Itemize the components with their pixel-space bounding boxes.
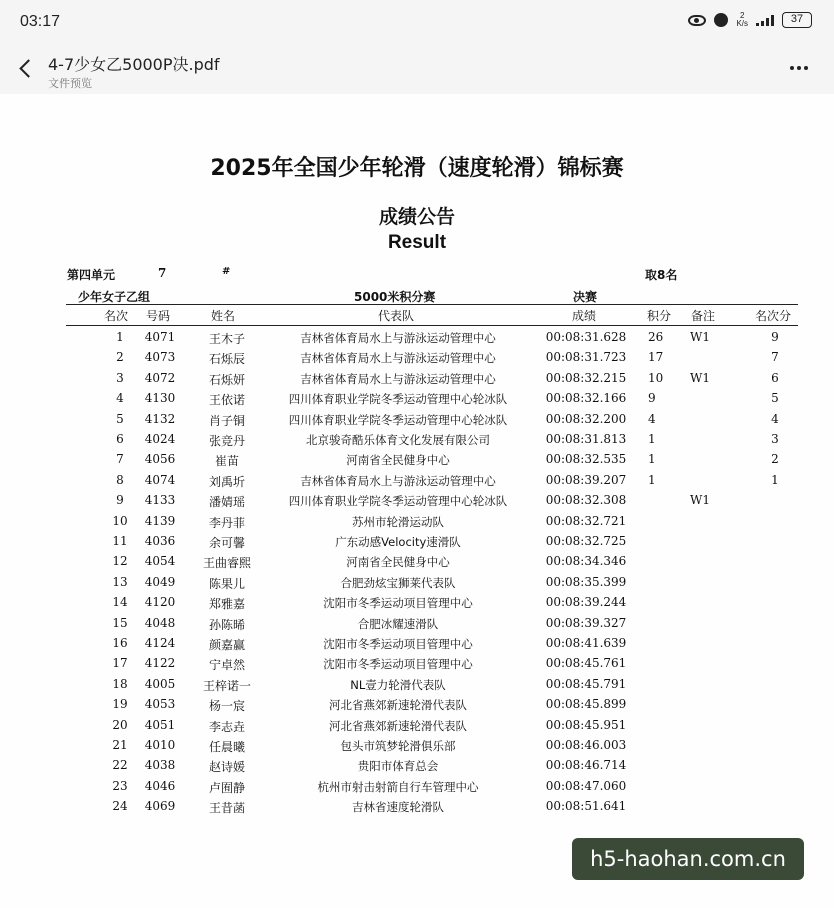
cell-team: NL壹力轮滑代表队: [350, 677, 446, 692]
cell-rank: 23: [112, 778, 128, 793]
pdf-page[interactable]: [0, 94, 834, 908]
unit-mark: #: [222, 266, 231, 277]
table-row: [0, 636, 834, 656]
cell-number: 4053: [144, 697, 176, 712]
cell-rank: 2: [116, 350, 124, 365]
cell-team: 吉林省速度轮滑队: [352, 800, 444, 815]
cell-name: 陈果儿: [208, 576, 245, 591]
cell-number: 4122: [144, 656, 176, 671]
cell-name: 颜嘉赢: [208, 638, 245, 652]
watermark: h5-haohan.com.cn: [572, 838, 804, 880]
cell-name: 刘禹圻: [208, 474, 245, 489]
cell-rank-points: 1: [771, 472, 779, 487]
net-speed-value: 2: [739, 11, 745, 20]
cell-number: 4124: [144, 636, 176, 650]
cell-rank: 3: [116, 370, 124, 385]
table-row: [0, 575, 834, 595]
cell-rank: 19: [112, 697, 128, 712]
cell-number: 4072: [144, 370, 176, 385]
cell-number: 4038: [144, 758, 176, 773]
cell-team: 四川体育职业学院冬季运动管理中心轮冰队: [288, 412, 508, 427]
cell-number: 4010: [144, 738, 176, 752]
cell-result: 00:08:45.899: [545, 697, 627, 712]
document-title: 2025年全国少年轮滑（速度轮滑）锦标赛: [210, 156, 624, 181]
cell-rank: 21: [112, 738, 128, 752]
table-row: [0, 432, 834, 452]
cell-name: 肖子铜: [208, 413, 245, 428]
cell-points: 4: [648, 411, 656, 426]
cell-name: 王梓诺一: [202, 678, 251, 693]
cell-result: 00:08:46.714: [545, 758, 627, 773]
cell-name: 王木子: [208, 332, 245, 346]
cell-rank-points: 9: [771, 330, 779, 344]
cell-name: 余可馨: [208, 536, 245, 550]
cell-number: 4071: [144, 330, 176, 344]
back-icon[interactable]: [19, 59, 37, 77]
cell-number: 4049: [144, 574, 176, 589]
eye-icon: [688, 15, 706, 26]
cell-rank: 5: [116, 411, 124, 426]
table-row: [0, 330, 834, 350]
table-row: [0, 677, 834, 697]
cell-note: W1: [690, 370, 710, 385]
cell-result: 00:08:41.639: [545, 636, 627, 650]
cell-rank-points: 6: [771, 370, 779, 385]
cell-number: 4074: [144, 472, 176, 487]
cell-result: 00:08:32.535: [545, 452, 627, 467]
table-row: [0, 554, 834, 574]
table-row: [0, 493, 834, 513]
take-count: 取8名: [645, 268, 678, 282]
table-row: [0, 799, 834, 819]
cell-result: 00:08:39.244: [545, 595, 627, 610]
col-rank-points: 名次分: [755, 309, 792, 323]
cell-rank: 22: [112, 758, 128, 773]
cell-name: 李志垚: [208, 719, 245, 734]
col-points: 积分: [647, 309, 672, 323]
cell-team: 沈阳市冬季运动项目管理中心: [323, 657, 473, 672]
cell-name: 宁卓然: [208, 658, 245, 673]
cell-number: 4069: [144, 799, 176, 814]
cell-rank: 9: [116, 493, 124, 508]
cell-rank: 17: [112, 656, 128, 671]
col-number: 号码: [146, 309, 171, 323]
cell-result: 00:08:39.207: [545, 472, 627, 487]
cell-number: 4139: [144, 513, 176, 528]
cell-result: 00:08:34.346: [545, 554, 627, 569]
cell-rank-points: 2: [771, 452, 779, 467]
cell-points: 26: [648, 330, 664, 344]
cell-result: 00:08:31.723: [545, 350, 627, 365]
table-row: [0, 718, 834, 738]
table-row: [0, 412, 834, 432]
cell-rank: 6: [116, 432, 124, 446]
cell-result: 00:08:46.003: [545, 738, 627, 752]
cell-name: 张竞丹: [208, 434, 245, 448]
cell-result: 00:08:32.166: [545, 391, 627, 406]
status-icons: [688, 12, 812, 28]
cell-rank-points: 4: [771, 411, 779, 426]
header-rule-bottom: [66, 325, 798, 326]
table-row: [0, 371, 834, 391]
cell-name: 郑雅嘉: [208, 597, 245, 612]
cell-team: 河南省全民健身中心: [346, 453, 450, 468]
event-label: 5000米积分赛: [354, 290, 436, 304]
cell-rank: 14: [112, 595, 128, 610]
cell-team: 沈阳市冬季运动项目管理中心: [323, 596, 473, 611]
cell-name: 王曲睿熙: [202, 556, 251, 571]
cell-rank: 4: [116, 391, 124, 406]
cell-name: 任晨曦: [208, 740, 245, 754]
cell-number: 4073: [144, 350, 176, 365]
cell-result: 00:08:32.725: [545, 534, 627, 548]
cell-rank-points: 3: [771, 432, 779, 446]
cell-rank: 1: [116, 330, 124, 344]
col-team: 代表队: [378, 309, 415, 323]
cell-team: 杭州市射击射箭自行车管理中心: [317, 779, 479, 794]
net-speed-unit: K/s: [736, 19, 748, 28]
cell-number: 4005: [144, 676, 176, 691]
table-row: [0, 514, 834, 534]
cell-points: 17: [648, 350, 664, 365]
cell-rank: 20: [112, 717, 128, 732]
file-title: 4-7少女乙5000P决.pdf: [48, 55, 220, 74]
status-bar: [0, 0, 834, 44]
cell-result: 00:08:39.327: [545, 615, 627, 630]
cell-number: 4120: [144, 595, 176, 610]
cell-rank: 24: [112, 799, 128, 814]
phase-label: 决赛: [573, 290, 598, 304]
signal-icon: [756, 14, 774, 26]
cell-number: 4056: [144, 452, 176, 467]
table-row: [0, 534, 834, 554]
header-rule-top: [66, 304, 798, 305]
cell-result: 00:08:32.215: [545, 370, 627, 385]
cell-points: 1: [648, 472, 656, 487]
cell-team: 北京骏奇酷乐体育文化发展有限公司: [306, 433, 490, 447]
cell-rank: 13: [112, 574, 128, 589]
table-row: [0, 452, 834, 472]
cell-rank: 10: [112, 513, 128, 528]
table-row: [0, 656, 834, 676]
table-row: [0, 697, 834, 717]
cell-team: 河北省燕郊新速轮滑代表队: [329, 698, 467, 713]
cell-points: 1: [648, 452, 656, 467]
cell-name: 石烁辰: [208, 352, 245, 367]
cell-team: 吉林省体育局水上与游泳运动管理中心: [300, 351, 496, 366]
document-subtitle-en: Result: [387, 232, 447, 253]
cell-team: 吉林省体育局水上与游泳运动管理中心: [300, 473, 496, 488]
cell-team: 沈阳市冬季运动项目管理中心: [323, 637, 473, 651]
cell-rank: 8: [116, 472, 124, 487]
table-row: [0, 616, 834, 636]
cell-name: 石烁妍: [208, 372, 245, 387]
cell-rank: 12: [112, 554, 128, 569]
cell-team: 河北省燕郊新速轮滑代表队: [329, 718, 467, 733]
col-rank: 名次: [104, 309, 129, 323]
cell-team: 河南省全民健身中心: [346, 555, 450, 570]
cell-team: 合肥冰耀速滑队: [357, 616, 439, 631]
cell-points: 9: [648, 391, 656, 406]
file-subtitle: 文件预览: [48, 77, 92, 90]
cell-number: 4036: [144, 534, 176, 548]
cell-rank: 11: [112, 534, 128, 548]
cell-name: 孙陈晞: [208, 617, 245, 632]
cell-team: 包头市筑梦轮滑俱乐部: [340, 739, 456, 753]
cell-result: 00:08:31.813: [545, 432, 627, 446]
cell-team: 四川体育职业学院冬季运动管理中心轮冰队: [288, 494, 508, 509]
more-options-icon[interactable]: [790, 66, 808, 70]
battery-icon: 37: [782, 12, 812, 28]
cell-number: 4130: [144, 391, 176, 406]
cell-rank-points: 7: [771, 350, 779, 365]
cell-team: 吉林省体育局水上与游泳运动管理中心: [300, 371, 496, 386]
cell-number: 4132: [144, 411, 176, 426]
unit-number: 7: [158, 266, 167, 280]
cell-result: 00:08:47.060: [545, 778, 627, 793]
cell-team: 吉林省体育局水上与游泳运动管理中心: [300, 331, 496, 345]
cell-name: 崔苗: [214, 454, 239, 469]
cell-name: 王依诺: [208, 393, 245, 408]
table-row: [0, 350, 834, 370]
cell-rank: 16: [112, 636, 128, 650]
cell-number: 4046: [144, 778, 176, 793]
net-speed-indicator: [736, 12, 748, 28]
cell-rank-points: 5: [771, 391, 779, 406]
table-row: [0, 391, 834, 411]
cell-result: 00:08:35.399: [545, 574, 627, 589]
table-row: [0, 779, 834, 799]
table-row: [0, 758, 834, 778]
cell-number: 4133: [144, 493, 176, 508]
cell-team: 广东动感Velocity速滑队: [335, 535, 461, 549]
app-header: [0, 44, 834, 94]
col-result: 成绩: [572, 309, 597, 323]
cell-result: 00:08:45.761: [545, 656, 627, 671]
cell-name: 赵诗媛: [208, 760, 245, 775]
cell-number: 4048: [144, 615, 176, 630]
cell-team: 贵阳市体育总会: [357, 759, 439, 774]
cell-name: 杨一宸: [208, 699, 245, 714]
table-row: [0, 595, 834, 615]
cell-team: 四川体育职业学院冬季运动管理中心轮冰队: [288, 392, 508, 407]
cell-name: 潘婧瑶: [208, 495, 245, 510]
cell-number: 4024: [144, 432, 176, 446]
group-label: 少年女子乙组: [78, 290, 151, 304]
table-row: [0, 473, 834, 493]
col-note: 备注: [691, 309, 716, 323]
cell-result: 00:08:32.308: [545, 493, 627, 508]
cell-result: 00:08:32.721: [545, 513, 627, 528]
table-row: [0, 738, 834, 758]
cell-result: 00:08:51.641: [545, 799, 627, 814]
cell-number: 4051: [144, 717, 176, 732]
col-name: 姓名: [211, 309, 236, 323]
cell-result: 00:08:32.200: [545, 411, 627, 426]
document-subtitle: 成绩公告: [378, 206, 455, 228]
cell-rank: 18: [112, 676, 128, 691]
cell-team: 苏州市轮滑运动队: [352, 514, 444, 529]
cell-rank: 15: [112, 615, 128, 630]
cell-note: W1: [690, 330, 710, 344]
cell-result: 00:08:45.791: [545, 676, 627, 691]
status-time: 03:17: [20, 13, 61, 30]
cell-rank: 7: [116, 452, 124, 467]
cell-result: 00:08:45.951: [545, 717, 627, 732]
cell-points: 10: [648, 370, 664, 385]
cell-name: 王昔菡: [208, 801, 245, 816]
cell-note: W1: [690, 493, 710, 508]
cell-points: 1: [648, 432, 656, 446]
cell-number: 4054: [144, 554, 176, 569]
alarm-icon: [714, 13, 728, 27]
cell-name: 卢囿静: [208, 780, 245, 795]
cell-name: 李丹菲: [208, 515, 245, 530]
unit-label: 第四单元: [67, 268, 116, 282]
cell-result: 00:08:31.628: [545, 330, 627, 344]
cell-team: 合肥劲炫宝狮莱代表队: [340, 575, 456, 590]
